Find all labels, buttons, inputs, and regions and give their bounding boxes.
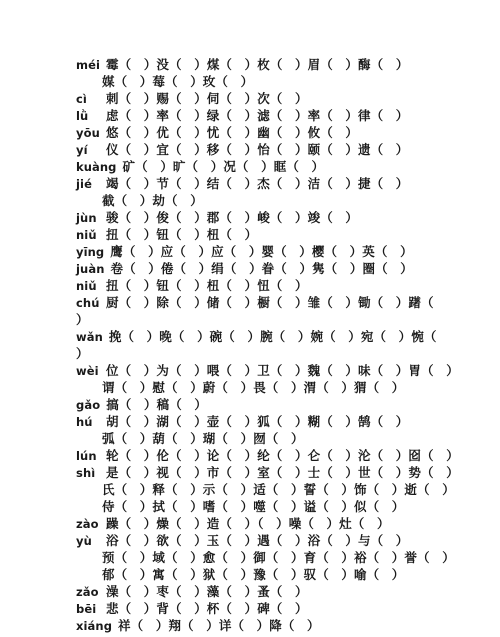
- character-list: 卷（ ）倦（ ）绢（ ）眷（ ）隽（ ）圈（ ）: [110, 261, 413, 276]
- character-list: 媒（ ）莓（ ）玫（ ）: [102, 74, 254, 89]
- pinyin-label: cì: [76, 92, 87, 106]
- character-list: 悠（ ）优（ ）忧（ ）幽（ ）攸（ ）: [106, 125, 359, 140]
- character-list: 轮（ ）伦（ ）论（ ）纶（ ）仑（ ）沦（ ）囵（ ）: [106, 448, 459, 463]
- pinyin-label: yīng: [76, 245, 105, 259]
- worksheet-line: [0, 447, 500, 464]
- character-list: 悲（ ）背（ ）杯（ ）碑（ ）: [106, 601, 308, 616]
- worksheet-line: [0, 362, 500, 379]
- worksheet-line: [0, 311, 500, 328]
- character-list: 侍（ ）拭（ ）嗜（ ）噬（ ）谥（ ）似（ ）: [102, 499, 405, 514]
- worksheet-line: [0, 566, 500, 583]
- worksheet-line: [0, 107, 500, 124]
- character-list: 矿（ ）旷（ ）况（ ）眶（ ）: [122, 159, 325, 174]
- worksheet-line: [0, 379, 500, 396]
- character-list: 骏（ ）俊（ ）郡（ ）峻（ ）竣（ ）: [106, 210, 359, 225]
- pinyin-label: yōu: [76, 126, 100, 140]
- pinyin-label: gǎo: [76, 398, 101, 412]
- pinyin-label: hú: [76, 415, 93, 429]
- worksheet-line: [0, 430, 500, 447]
- worksheet-line: [0, 226, 500, 243]
- worksheet-line: [0, 209, 500, 226]
- character-list: 竭（ ）节（ ）结（ ）杰（ ）洁（ ）捷（ ）: [106, 176, 409, 191]
- character-list: ）: [76, 346, 89, 361]
- worksheet-line: [0, 600, 500, 617]
- worksheet-line: [0, 260, 500, 277]
- pinyin-label: jié: [76, 177, 92, 191]
- worksheet-line: [0, 277, 500, 294]
- character-list: 仪（ ）宜（ ）移（ ）怡（ ）颐（ ）遗（ ）: [106, 142, 409, 157]
- worksheet-line: [0, 464, 500, 481]
- pinyin-label: kuàng: [76, 160, 117, 174]
- worksheet-line: [0, 345, 500, 362]
- worksheet-line: [0, 532, 500, 549]
- pinyin-label: niǔ: [76, 228, 97, 242]
- character-list: 躁（ ）燥（ ）造（ ）（ ）噪（ ）灶（ ）: [106, 516, 390, 531]
- character-list: 氏（ ）释（ ）示（ ）适（ ）誓（ ）饰（ ）逝（ ）: [102, 482, 455, 497]
- character-list: 挽（ ）晚（ ）碗（ ）腕（ ）婉（ ）宛（ ）惋（: [108, 329, 437, 344]
- character-list: 刺（ ）赐（ ）伺（ ）次（ ）: [106, 91, 308, 106]
- pinyin-label: wǎn: [76, 330, 103, 344]
- worksheet-line: [0, 158, 500, 175]
- character-list: 弧（ ）葫（ ）瑚（ ）囫（ ）: [102, 431, 304, 446]
- character-list: ）: [76, 312, 89, 327]
- worksheet-line: [0, 73, 500, 90]
- worksheet-line: [0, 413, 500, 430]
- pinyin-label: bēi: [76, 602, 97, 616]
- pinyin-label: lǜ: [76, 109, 89, 123]
- pinyin-label: yù: [76, 534, 92, 548]
- worksheet: [0, 56, 500, 634]
- worksheet-line: [0, 243, 500, 260]
- character-list: 祥（ ）翔（ ）详（ ）降（ ）: [118, 618, 320, 633]
- pinyin-label: méi: [76, 58, 101, 72]
- pinyin-label: chú: [76, 296, 100, 310]
- character-list: 鹰（ ）应（ ）应（ ）婴（ ）樱（ ）英（ ）: [110, 244, 413, 259]
- worksheet-line: [0, 294, 500, 311]
- worksheet-line: [0, 90, 500, 107]
- worksheet-line: [0, 396, 500, 413]
- worksheet-line: [0, 617, 500, 634]
- worksheet-line: [0, 141, 500, 158]
- worksheet-line: [0, 549, 500, 566]
- worksheet-line: [0, 328, 500, 345]
- worksheet-line: [0, 515, 500, 532]
- pinyin-label: yí: [76, 143, 88, 157]
- character-list: 虑（ ）率（ ）绿（ ）滤（ ）率（ ）律（ ）: [106, 108, 409, 123]
- worksheet-line: [0, 56, 500, 73]
- worksheet-line: [0, 175, 500, 192]
- character-list: 搞（ ）稿（ ）: [106, 397, 208, 412]
- character-list: 澡（ ）枣（ ）藻（ ）蚤（ ）: [106, 584, 308, 599]
- worksheet-line: [0, 583, 500, 600]
- character-list: 截（ ）劫（ ）: [102, 193, 203, 208]
- worksheet-line: [0, 481, 500, 498]
- pinyin-label: zǎo: [76, 585, 99, 599]
- pinyin-label: wèi: [76, 364, 99, 378]
- pinyin-label: jùn: [76, 211, 97, 225]
- character-list: 扭（ ）钮（ ）杻（ ）忸（ ）: [106, 278, 308, 293]
- pinyin-label: zào: [76, 517, 99, 531]
- character-list: 谓（ ）慰（ ）蔚（ ）畏（ ）渭（ ）猬（ ）: [102, 380, 405, 395]
- character-list: 位（ ）为（ ）喂（ ）卫（ ）魏（ ）味（ ）胃（ ）: [106, 363, 459, 378]
- worksheet-line: [0, 498, 500, 515]
- pinyin-label: lún: [76, 449, 97, 463]
- worksheet-line: [0, 124, 500, 141]
- character-list: 郁（ ）寓（ ）狱（ ）豫（ ）驭（ ）喻（ ）: [102, 567, 405, 582]
- character-list: 霉（ ）没（ ）煤（ ）枚（ ）眉（ ）酶（ ）: [106, 57, 409, 72]
- character-list: 胡（ ）湖（ ）壶（ ）狐（ ）糊（ ）鹄（ ）: [106, 414, 409, 429]
- pinyin-label: xiáng: [76, 619, 113, 633]
- pinyin-label: juàn: [76, 262, 105, 276]
- character-list: 扭（ ）钮（ ）杻（ ）: [106, 227, 258, 242]
- character-list: 浴（ ）欲（ ）玉（ ）遇（ ）浴（ ）与（ ）: [106, 533, 409, 548]
- character-list: 是（ ）视（ ）市（ ）室（ ）士（ ）世（ ）势（ ）: [106, 465, 459, 480]
- character-list: 预（ ）域（ ）愈（ ）御（ ）育（ ）裕（ ）誉（ ）: [102, 550, 455, 565]
- pinyin-label: shì: [76, 466, 96, 480]
- worksheet-line: [0, 192, 500, 209]
- pinyin-label: niǔ: [76, 279, 97, 293]
- character-list: 厨（ ）除（ ）储（ ）橱（ ）雏（ ）锄（ ）躇（: [106, 295, 434, 310]
